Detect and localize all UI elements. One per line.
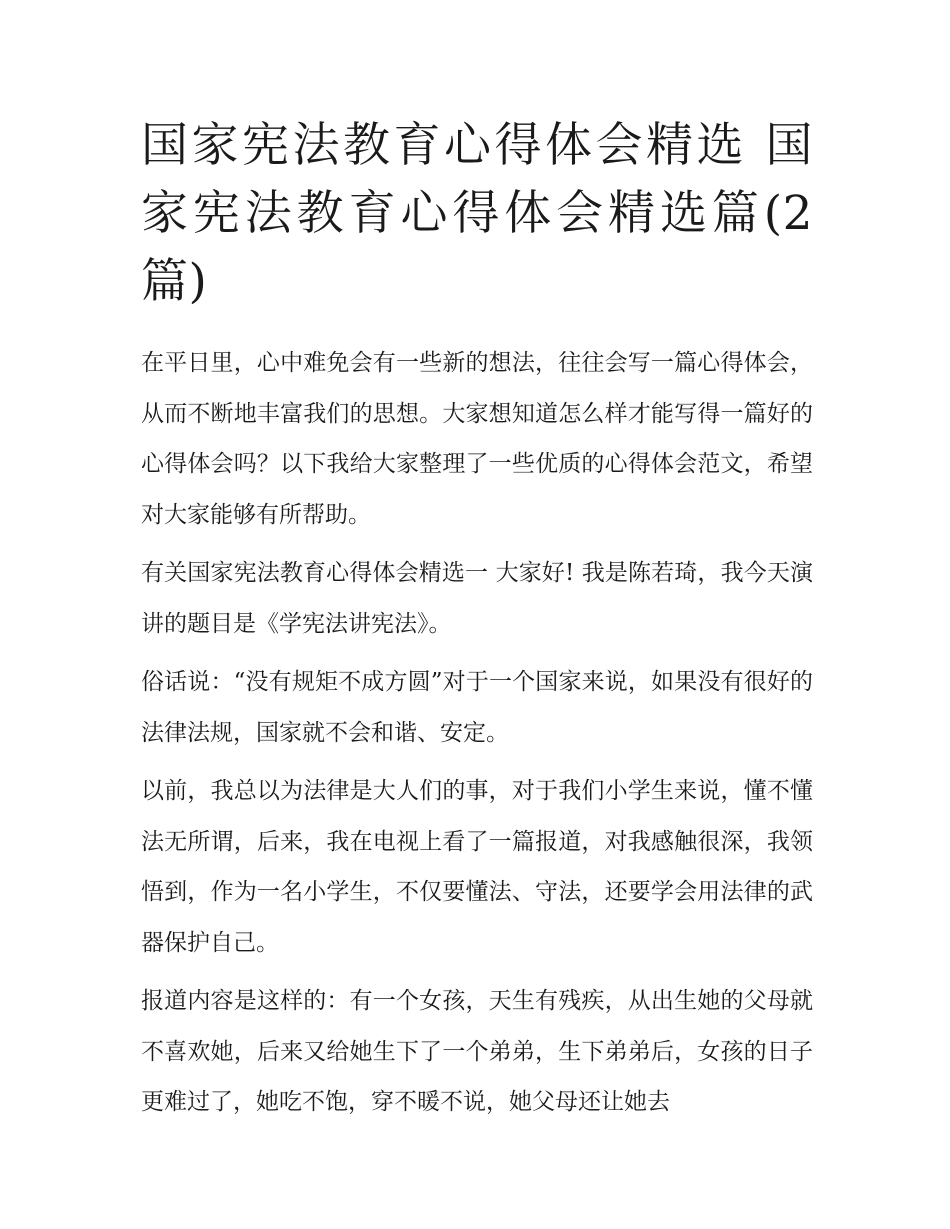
document-title: 国家宪法教育心得体会精选 国家宪法教育心得体会精选篇(2篇): [141, 118, 813, 309]
paragraph-speech-opening: 有关国家宪法教育心得体会精选一 大家好! 我是陈若琦，我今天演讲的题目是《学宪法讲宪法》。: [141, 560, 813, 637]
paragraph-intro: 在平日里，心中难免会有一些新的想法，往往会写一篇心得体会，从而不断地丰富我们的思想。大家想知道怎么样才能写得一篇好的心得体会吗？以下我给大家整理了一些优质的心得体会范文，希望对大家能够有所帮助。: [141, 350, 813, 528]
document-body: [141, 112, 813, 1136]
paragraph-report: 报道内容是这样的：有一个女孩，天生有残疾，从出生她的父母就不喜欢她，后来又给她生下了一个弟弟，生下弟弟后，女孩的日子更难过了，她吃不饱，穿不暖不说，她父母还让她去: [141, 988, 813, 1115]
paragraph-proverb: 俗话说：“没有规矩不成方圆”对于一个国家来说，如果没有很好的法律法规，国家就不会和谐、安定。: [141, 669, 813, 746]
paragraph-realization: 以前，我总以为法律是大人们的事，对于我们小学生来说，懂不懂法无所谓，后来，我在电视上看了一篇报道，对我感触很深，我领悟到，作为一名小学生，不仅要懂法、守法，还要学会用法律的武器保护自己。: [141, 778, 813, 956]
